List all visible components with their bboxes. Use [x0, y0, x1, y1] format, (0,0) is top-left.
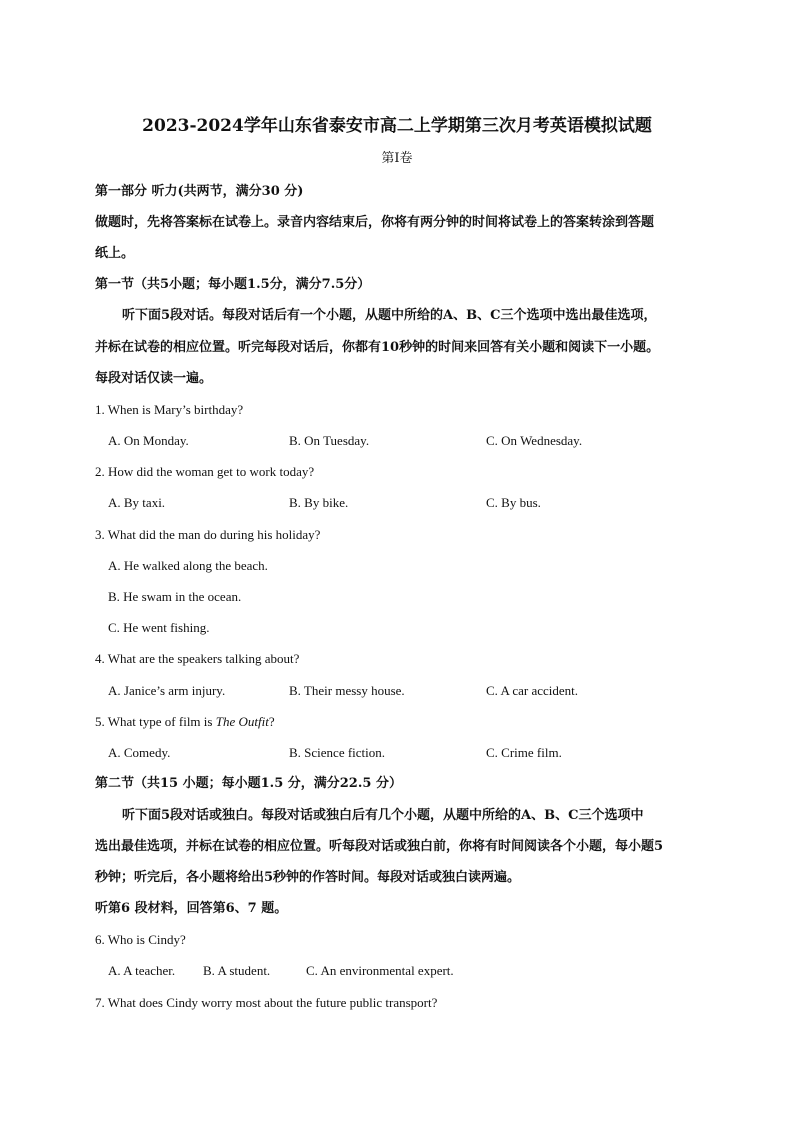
question-6-option-a: A. A teacher. [108, 963, 176, 978]
exam-title: 2023-2024学年山东省泰安市高二上学期第三次月考英语模拟试题 [142, 116, 652, 136]
question-4-option-b: B. Their messy house. [289, 683, 405, 698]
question-6-stem: 6. Who is Cindy? [95, 932, 186, 947]
volume-label: 第Ⅰ卷 [381, 151, 413, 166]
question-4-option-c: C. A car accident. [486, 683, 579, 698]
question-4-option-a: A. Janice’s arm injury. [108, 683, 226, 698]
section1-directions-line3: 每段对话仅读一遍。 [95, 371, 213, 386]
section1-directions-line2: 并标在试卷的相应位置。听完每段对话后，你都有10秒钟的时间来回答有关小题和阅读下一小题。 [95, 340, 660, 355]
question-3-stem: 3. What did the man do during his holiday? [95, 527, 321, 542]
material-6-heading: 听第6 段材料，回答第6、7 题。 [95, 901, 288, 916]
question-7-stem: 7. What does Cindy worry most about the future public transport? [95, 995, 438, 1010]
question-5-stem [95, 714, 275, 730]
question-3-option-b: B. He swam in the ocean. [108, 589, 242, 604]
section2-directions-line3: 秒钟；听完后，各小题将给出5秒钟的作答时间。每段对话或独白读两遍。 [95, 870, 521, 885]
question-1-stem: 1. When is Mary’s birthday? [95, 402, 244, 417]
part1-heading: 第一部分 听力(共两节，满分30 分) [95, 184, 304, 199]
section2-heading: 第二节（共15 小题；每小题1.5 分，满分22.5 分） [95, 776, 402, 791]
section2-directions-line1: 听下面5段对话或独白。每段对话或独白后有几个小题，从题中所给的A、B、C三个选项中 [122, 808, 644, 823]
question-4-stem: 4. What are the speakers talking about? [95, 651, 300, 666]
question-1-option-a: A. On Monday. [108, 433, 189, 448]
question-1-option-c: C. On Wednesday. [486, 433, 583, 448]
question-6-option-c: C. An environmental expert. [306, 963, 454, 978]
question-5-stem-prefix: 5. What type of film is [95, 714, 216, 729]
question-6-option-b: B. A student. [203, 963, 271, 978]
question-5-option-c: C. Crime film. [486, 745, 562, 760]
film-title: The Outfit [215, 714, 269, 729]
question-2-option-b: B. By bike. [289, 495, 349, 510]
section2-directions-line2: 选出最佳选项，并标在试卷的相应位置。听每段对话或独白前，你将有时间阅读各个小题，每小题5 [95, 839, 664, 854]
question-2-option-a: A. By taxi. [108, 495, 166, 510]
section1-directions-line1: 听下面5段对话。每段对话后有一个小题，从题中所给的A、B、C三个选项中选出最佳选项， [122, 308, 657, 323]
question-2-option-c: C. By bus. [486, 495, 541, 510]
question-1-option-b: B. On Tuesday. [289, 433, 370, 448]
section1-heading: 第一节（共5小题；每小题1.5分，满分7.5分） [95, 277, 371, 292]
part1-instruction-line2: 纸上。 [95, 246, 135, 261]
question-5-option-b: B. Science fiction. [289, 745, 386, 760]
question-2-stem: 2. How did the woman get to work today? [95, 464, 315, 479]
question-3-option-a: A. He walked along the beach. [108, 558, 268, 573]
question-3-option-c: C. He went fishing. [108, 620, 210, 635]
part1-instruction-line1: 做题时，先将答案标在试卷上。录音内容结束后，你将有两分钟的时间将试卷上的答案转涂到答题 [95, 215, 655, 230]
question-5-stem-suffix: ? [268, 714, 275, 729]
question-5-option-a: A. Comedy. [108, 745, 171, 760]
